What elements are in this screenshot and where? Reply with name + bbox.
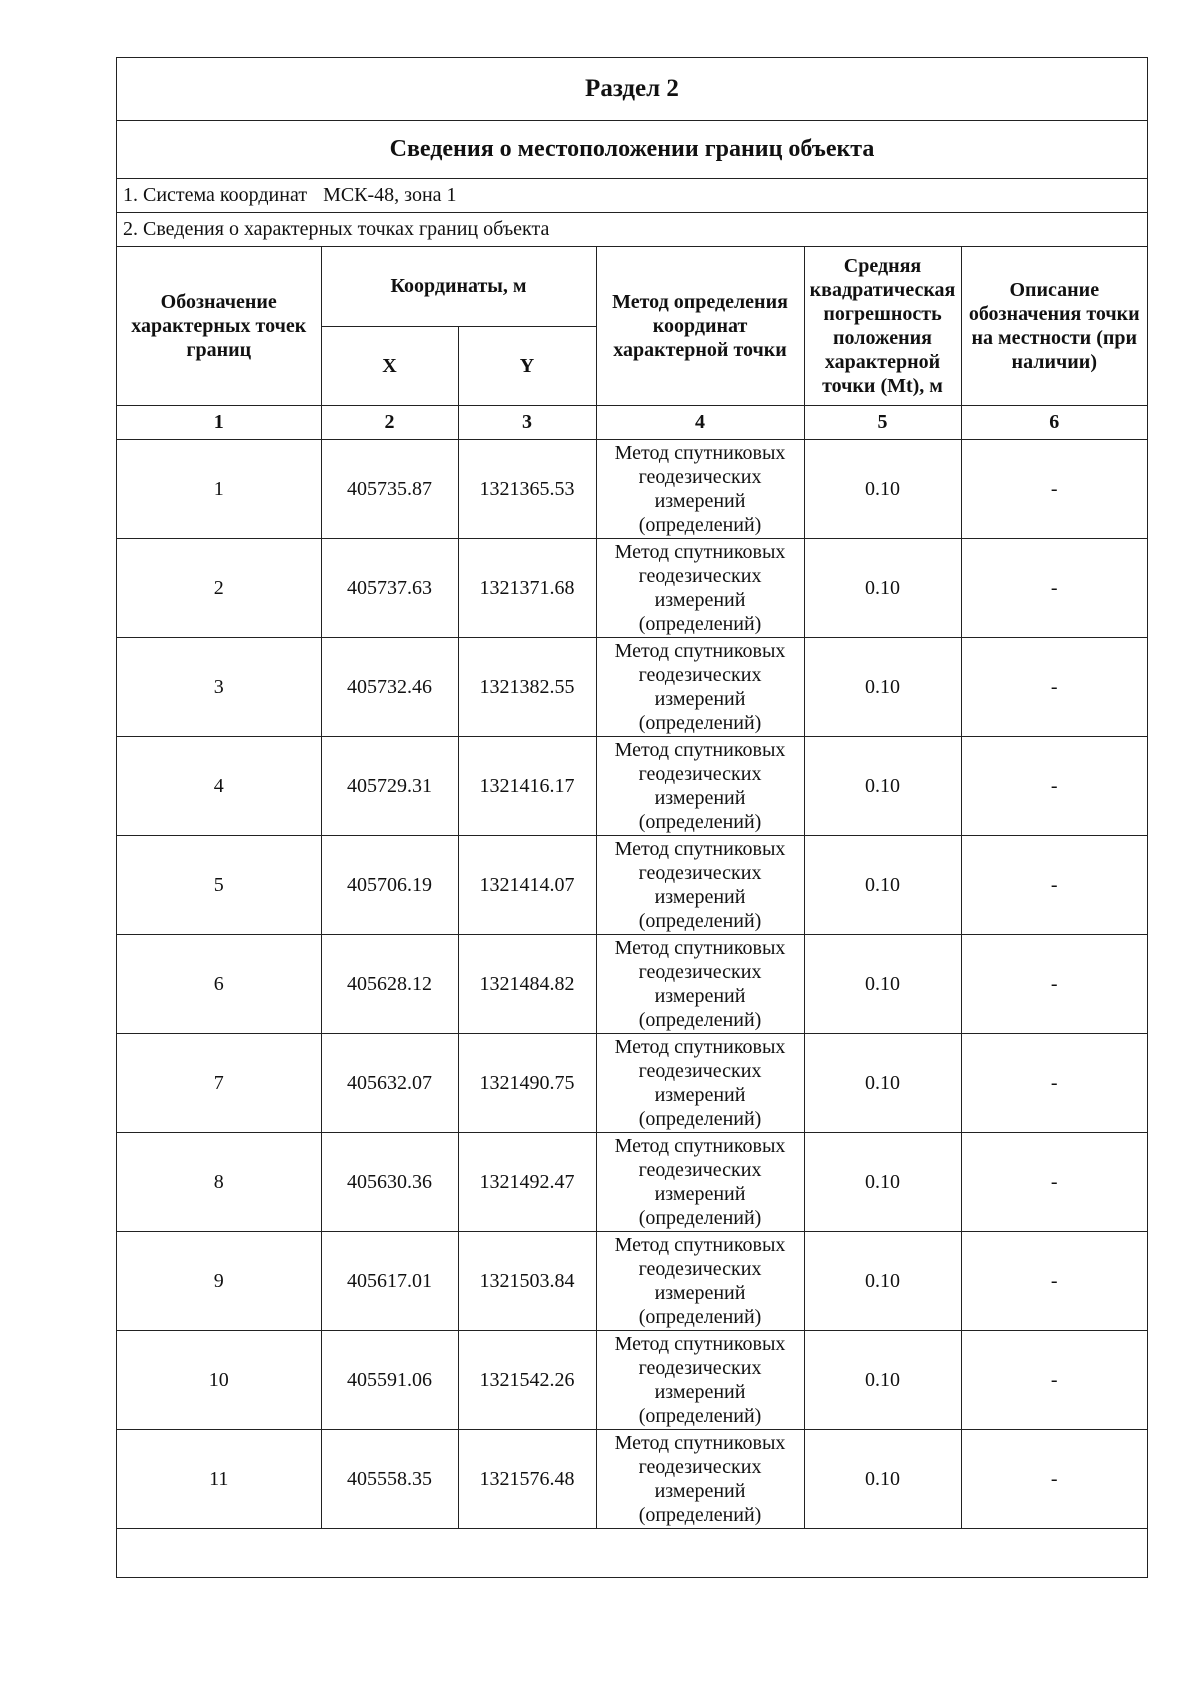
method-cell: Метод спутниковых геодезических измерений (определений) (596, 1033, 804, 1132)
table-row (117, 439, 1147, 538)
mt-error-cell: 0.10 (804, 637, 961, 736)
point-id-cell: 4 (117, 736, 321, 835)
method-cell: Метод спутниковых геодезических измерений (определений) (596, 736, 804, 835)
description-cell: - (961, 538, 1147, 637)
mt-error-cell: 0.10 (804, 1330, 961, 1429)
coord-system-value: МСК-48, зона 1 (323, 184, 457, 206)
mt-error-cell: 0.10 (804, 538, 961, 637)
description-cell: - (961, 439, 1147, 538)
method-cell: Метод спутниковых геодезических измерений (определений) (596, 1231, 804, 1330)
point-id-cell: 2 (117, 538, 321, 637)
description-cell: - (961, 1429, 1147, 1528)
header-description: Описание обозначения точки на местности (при наличии) (961, 247, 1147, 405)
x-coordinate-cell: 405735.87 (321, 439, 458, 538)
header-x: X (321, 326, 458, 405)
description-cell: - (961, 736, 1147, 835)
column-number: 4 (596, 405, 804, 439)
points-section-label: 2. Сведения о характерных точках границ объекта (117, 213, 1147, 247)
table-row (117, 637, 1147, 736)
header-y: Y (458, 326, 596, 405)
header-coordinates: Координаты, м (321, 247, 596, 326)
x-coordinate-cell: 405630.36 (321, 1132, 458, 1231)
x-coordinate-cell: 405729.31 (321, 736, 458, 835)
mt-error-cell: 0.10 (804, 1429, 961, 1528)
description-cell: - (961, 1330, 1147, 1429)
point-id-cell: 11 (117, 1429, 321, 1528)
column-number: 1 (117, 405, 321, 439)
points-table (117, 247, 1147, 1577)
y-coordinate-cell: 1321492.47 (458, 1132, 596, 1231)
point-id-cell: 5 (117, 835, 321, 934)
description-cell: - (961, 1231, 1147, 1330)
point-id-cell: 8 (117, 1132, 321, 1231)
table-footer-row (117, 1528, 1147, 1577)
x-coordinate-cell: 405628.12 (321, 934, 458, 1033)
y-coordinate-cell: 1321576.48 (458, 1429, 596, 1528)
description-cell: - (961, 934, 1147, 1033)
column-number-row (117, 405, 1147, 439)
description-cell: - (961, 1132, 1147, 1231)
mt-error-cell: 0.10 (804, 934, 961, 1033)
table-row (117, 1429, 1147, 1528)
y-coordinate-cell: 1321365.53 (458, 439, 596, 538)
x-coordinate-cell: 405732.46 (321, 637, 458, 736)
point-id-cell: 3 (117, 637, 321, 736)
point-id-cell: 6 (117, 934, 321, 1033)
x-coordinate-cell: 405591.06 (321, 1330, 458, 1429)
mt-error-cell: 0.10 (804, 835, 961, 934)
y-coordinate-cell: 1321416.17 (458, 736, 596, 835)
table-row (117, 736, 1147, 835)
method-cell: Метод спутниковых геодезических измерений (определений) (596, 835, 804, 934)
y-coordinate-cell: 1321414.07 (458, 835, 596, 934)
table-row (117, 1033, 1147, 1132)
table-row (117, 1330, 1147, 1429)
column-number: 2 (321, 405, 458, 439)
mt-error-cell: 0.10 (804, 1033, 961, 1132)
x-coordinate-cell: 405706.19 (321, 835, 458, 934)
method-cell: Метод спутниковых геодезических измерений (определений) (596, 1429, 804, 1528)
table-row (117, 934, 1147, 1033)
table-row (117, 835, 1147, 934)
coord-system-row (117, 179, 1147, 213)
y-coordinate-cell: 1321490.75 (458, 1033, 596, 1132)
method-cell: Метод спутниковых геодезических измерений (определений) (596, 439, 804, 538)
mt-error-cell: 0.10 (804, 736, 961, 835)
method-cell: Метод спутниковых геодезических измерений (определений) (596, 1132, 804, 1231)
method-cell: Метод спутниковых геодезических измерений (определений) (596, 637, 804, 736)
header-method: Метод определения координат характерной точки (596, 247, 804, 405)
coord-system-label: 1. Система координат (123, 184, 308, 206)
description-cell: - (961, 1033, 1147, 1132)
column-number: 6 (961, 405, 1147, 439)
mt-error-cell: 0.10 (804, 1231, 961, 1330)
y-coordinate-cell: 1321503.84 (458, 1231, 596, 1330)
y-coordinate-cell: 1321371.68 (458, 538, 596, 637)
method-cell: Метод спутниковых геодезических измерений (определений) (596, 538, 804, 637)
page-subtitle: Сведения о местоположении границ объекта (117, 121, 1147, 179)
x-coordinate-cell: 405632.07 (321, 1033, 458, 1132)
method-cell: Метод спутниковых геодезических измерений (определений) (596, 934, 804, 1033)
x-coordinate-cell: 405617.01 (321, 1231, 458, 1330)
document-sheet (116, 57, 1148, 1578)
empty-footer-cell (117, 1528, 1147, 1577)
description-cell: - (961, 637, 1147, 736)
y-coordinate-cell: 1321484.82 (458, 934, 596, 1033)
x-coordinate-cell: 405737.63 (321, 538, 458, 637)
mt-error-cell: 0.10 (804, 439, 961, 538)
y-coordinate-cell: 1321382.55 (458, 637, 596, 736)
section-title: Раздел 2 (117, 58, 1147, 121)
header-error: Средняя квадратическая погрешность положения характерной точки (Mt), м (804, 247, 961, 405)
description-cell: - (961, 835, 1147, 934)
column-number: 3 (458, 405, 596, 439)
point-id-cell: 7 (117, 1033, 321, 1132)
column-number: 5 (804, 405, 961, 439)
point-id-cell: 10 (117, 1330, 321, 1429)
point-id-cell: 1 (117, 439, 321, 538)
method-cell: Метод спутниковых геодезических измерений (определений) (596, 1330, 804, 1429)
table-row (117, 1231, 1147, 1330)
mt-error-cell: 0.10 (804, 1132, 961, 1231)
point-id-cell: 9 (117, 1231, 321, 1330)
header-designation: Обозначение характерных точек границ (117, 247, 321, 405)
x-coordinate-cell: 405558.35 (321, 1429, 458, 1528)
table-row (117, 538, 1147, 637)
y-coordinate-cell: 1321542.26 (458, 1330, 596, 1429)
table-row (117, 1132, 1147, 1231)
